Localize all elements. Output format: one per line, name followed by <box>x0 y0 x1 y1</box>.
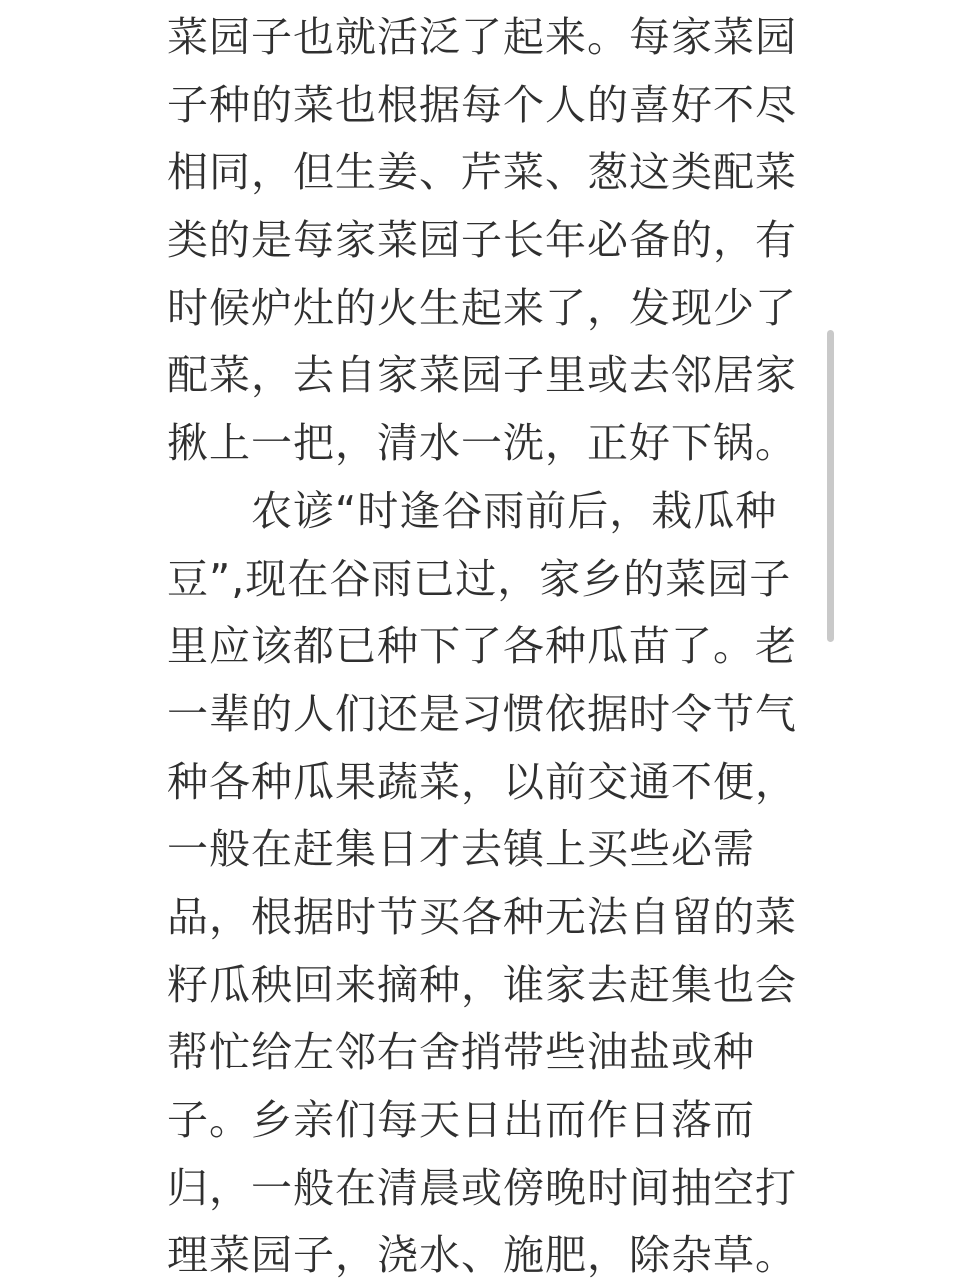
article-line: 配菜，去自家菜园子里或去邻居家 <box>167 351 797 400</box>
article-line: 归，一般在清晨或傍晚时间抽空打 <box>167 1163 797 1212</box>
article-line: 农谚“时逢谷雨前后，栽瓜种 <box>167 486 778 535</box>
article-line: 品，根据时节买各种无法自留的菜 <box>167 892 797 941</box>
article-line: 子。乡亲们每天日出而作日落而 <box>167 1096 755 1144</box>
article-line: 揪上一把，清水一洗，正好下锅。 <box>167 419 797 468</box>
article-line: 种各种瓜果蔬菜，以前交通不便， <box>167 757 797 806</box>
article-line: 帮忙给左邻右舍捎带些油盐或种 <box>167 1028 755 1077</box>
article-line: 里应该都已种下了各种瓜苗了。老 <box>167 622 797 671</box>
article-line: 类的是每家菜园子长年必备的，有 <box>167 216 797 265</box>
article-line: 一般在赶集日才去镇上买些必需 <box>167 825 755 874</box>
article-line: 理菜园子，浇水、施肥，除杂草。 <box>167 1231 797 1280</box>
scrollbar-thumb[interactable] <box>827 330 834 642</box>
article-line: 子种的菜也根据每个人的喜好不尽 <box>167 80 797 129</box>
article-body <box>167 4 807 1280</box>
article-line: 时候炉灶的火生起来了，发现少了 <box>167 283 797 332</box>
article-line: 菜园子也就活泛了起来。每家菜园 <box>167 13 797 61</box>
article-line: 一辈的人们还是习惯依据时令节气 <box>167 689 797 738</box>
article-line: 相同，但生姜、芹菜、葱这类配菜 <box>167 148 797 197</box>
article-line: 籽瓜秧回来摘种，谁家去赶集也会 <box>167 960 797 1009</box>
article-line: 豆”,现在谷雨已过，家乡的菜园子 <box>167 554 792 603</box>
